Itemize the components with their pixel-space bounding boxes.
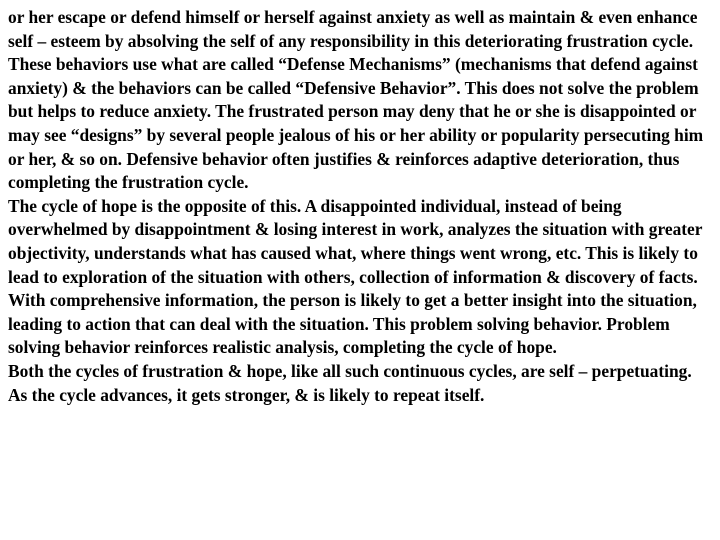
paragraph-self-perpetuating: Both the cycles of frustration & hope, like all such continuous cycles, are self – perpetuating. As the cycle advances, it gets stronger, & is likely to repeat itself.: [8, 360, 692, 405]
paragraph-defense-mechanisms: These behaviors use what are called “Defense Mechanisms” (mechanisms that defend against anxiety) & the behaviors can be called “Defensive Behavior”. This does not solve the problem but helps to reduce anxiety. The frustrated person may deny that he or she is disappointed or may see “designs” by several people jealous of his or her ability or popularity persecuting him or her, & so on. Defensive behavior often justifies & reinforces adaptive deterioration, thus completing the frustration cycle.: [8, 54, 704, 193]
document-body: [8, 6, 714, 407]
paragraph-cycle-of-hope: The cycle of hope is the opposite of this. A disappointed individual, instead of being overwhelmed by disappointment & losing interest in work, analyzes the situation with greater objectivity, understands what has caused what, where things went wrong, etc. This is likely to lead to exploration of the situation with others, collection of information & discovery of facts. With comprehensive information, the person is likely to get a better insight into the situation, leading to action that can deal with the situation. This problem solving behavior. Problem solving behavior reinforces realistic analysis, completing the cycle of hope.: [8, 195, 703, 358]
paragraph-continuation: or her escape or defend himself or herself against anxiety as well as maintain & even enhance self – esteem by absolving the self of any responsibility in this deteriorating frustration cycle.: [8, 7, 698, 51]
